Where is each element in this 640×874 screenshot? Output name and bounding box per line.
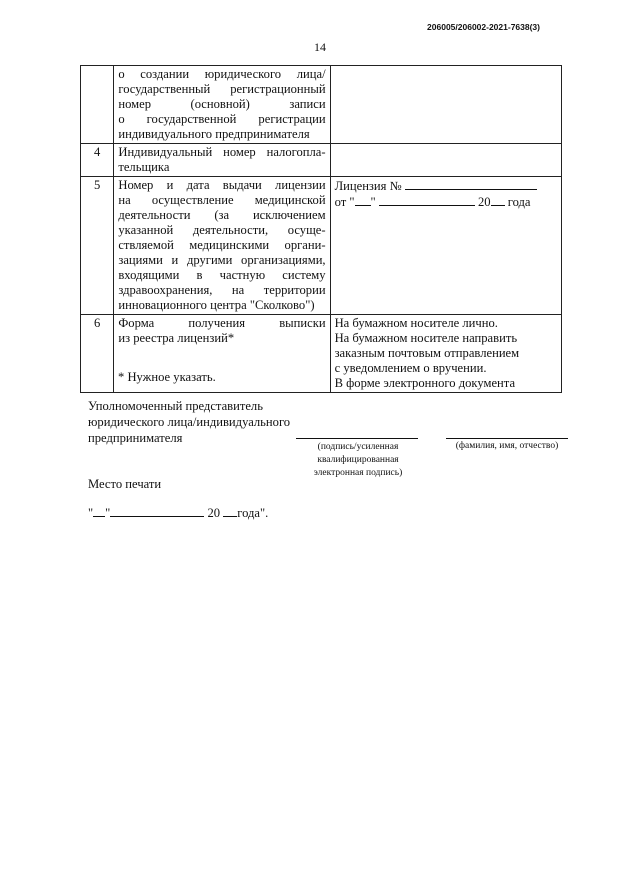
date-quote: " xyxy=(105,506,111,520)
caption-line: электронная подпись) xyxy=(313,468,403,478)
desc-line: указанной деятельности, осуще- xyxy=(118,223,326,237)
desc-line: государственный регистрационный xyxy=(118,82,326,96)
desc-line: тельщика xyxy=(118,160,170,174)
delivery-options xyxy=(330,315,561,393)
row-number: 5 xyxy=(81,177,114,315)
license-day-blank[interactable] xyxy=(355,194,371,206)
desc-line: Индивидуальный номер налогопла- xyxy=(118,145,326,159)
license-year-blank[interactable] xyxy=(491,194,505,206)
table-row xyxy=(81,144,562,177)
row-number xyxy=(81,66,114,144)
license-label: Лицензия № xyxy=(334,179,402,193)
desc-line: инновационного центра "Сколково") xyxy=(118,298,315,312)
license-field xyxy=(330,177,561,315)
caption-line: квалифицированная xyxy=(317,455,399,465)
desc-line: здравоохранения, на территории xyxy=(118,283,326,297)
date-month-blank[interactable] xyxy=(110,505,204,517)
desc-line: индивидуального предпринимателя xyxy=(118,127,310,141)
representative-line: Уполномоченный представитель xyxy=(88,399,263,413)
delivery-option[interactable]: В форме электронного документа xyxy=(334,376,516,390)
row-value-empty xyxy=(330,144,561,177)
document-id: 206005/206002-2021-7638(3) xyxy=(427,22,540,32)
license-number-line xyxy=(335,178,557,194)
desc-line: о государственной регистрации xyxy=(118,112,326,126)
table-row xyxy=(81,66,562,144)
delivery-option[interactable]: На бумажном носителе лично. xyxy=(334,316,498,330)
full-name-caption: (фамилия, имя, отчество) xyxy=(455,441,559,451)
desc-line: ствляемой медицинскими органи- xyxy=(118,238,326,252)
row-description xyxy=(114,66,330,144)
desc-line: Номер и дата выдачи лицензии xyxy=(118,178,326,192)
license-year-suffix: года xyxy=(507,195,531,209)
representative-line: предпринимателя xyxy=(88,431,183,445)
date-line xyxy=(88,505,268,521)
delivery-option[interactable]: с уведомлением о вручении. xyxy=(334,361,487,375)
footnote: * Нужное указать. xyxy=(118,370,216,384)
form-table xyxy=(80,65,562,393)
row-number: 4 xyxy=(81,144,114,177)
license-quote: " xyxy=(370,195,376,209)
row-description xyxy=(114,144,330,177)
desc-line: входящими в частную систему xyxy=(118,268,326,282)
date-year-suffix: года". xyxy=(237,506,269,520)
signature-line[interactable] xyxy=(296,438,418,439)
row-number: 6 xyxy=(81,315,114,393)
page-number: 14 xyxy=(314,40,326,54)
date-day-blank[interactable] xyxy=(93,505,105,517)
delivery-option[interactable]: заказным почтовым отправлением xyxy=(334,346,520,360)
desc-line: деятельности (за исключением xyxy=(118,208,326,222)
caption-line: (подпись/усиленная xyxy=(317,442,399,452)
table-row xyxy=(81,177,562,315)
representative-line: юридического лица/индивидуального xyxy=(88,415,291,429)
row-description xyxy=(114,177,330,315)
desc-line: из реестра лицензий* xyxy=(118,331,235,345)
license-from: от " xyxy=(334,195,355,209)
representative-label xyxy=(88,398,328,446)
date-year-blank[interactable] xyxy=(223,505,237,517)
stamp-place: Место печати xyxy=(88,477,162,491)
desc-line: на осуществление медицинской xyxy=(118,193,326,207)
desc-line: о создании юридического лица/ xyxy=(118,67,326,81)
license-date-line xyxy=(335,194,557,210)
date-year-prefix: 20 xyxy=(207,506,221,520)
license-year-prefix: 20 xyxy=(477,195,491,209)
full-name-line[interactable] xyxy=(446,438,568,439)
desc-line: зациями и другими организациями, xyxy=(118,253,326,267)
desc-line: Форма получения выписки xyxy=(118,316,326,330)
license-month-blank[interactable] xyxy=(379,194,475,206)
signature-caption xyxy=(288,441,428,480)
row-value-empty xyxy=(330,66,561,144)
license-number-blank[interactable] xyxy=(405,178,537,190)
delivery-option[interactable]: На бумажном носителе направить xyxy=(334,331,518,345)
date-quote: " xyxy=(88,506,94,520)
desc-line: номер (основной) записи xyxy=(118,97,326,111)
